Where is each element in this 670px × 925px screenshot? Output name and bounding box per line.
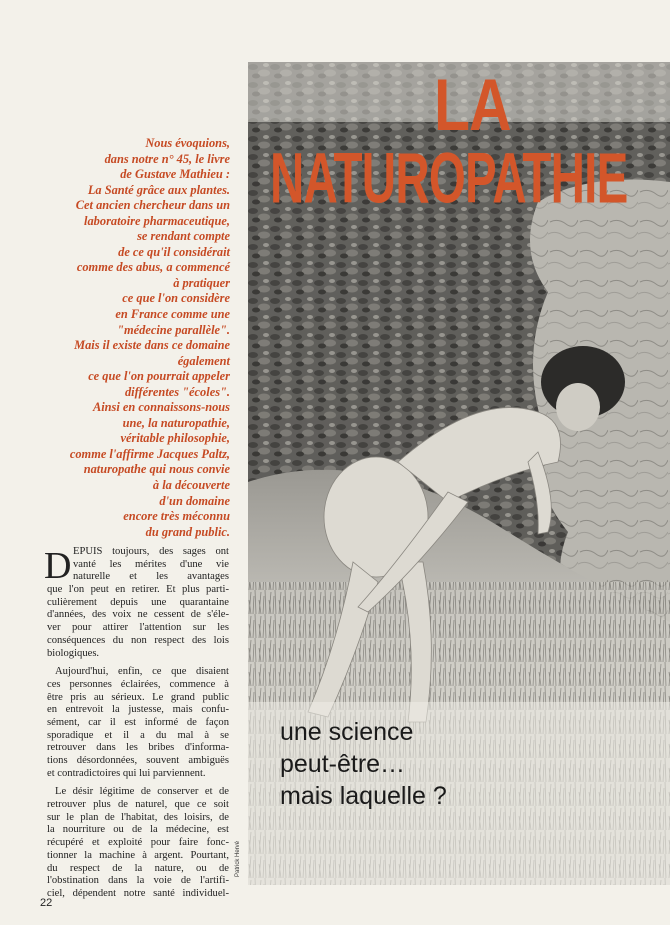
intro-line: comme des abus, a commencé bbox=[76, 260, 230, 275]
page-number: 22 bbox=[40, 897, 53, 909]
body-line: en entrevoit la justesse, mais confu- bbox=[47, 704, 229, 716]
drop-cap: D bbox=[44, 545, 72, 587]
body-line: culièrement depuis une quarantaine bbox=[47, 596, 229, 608]
intro-line: Ainsi en connaissons-nous bbox=[92, 400, 230, 415]
body-line: sément, car il est informé de façon bbox=[47, 716, 229, 728]
intro-line: en France comme une bbox=[115, 307, 230, 322]
intro-line: également bbox=[177, 353, 230, 368]
body-line: du respect de la nature, ou de bbox=[47, 862, 229, 874]
body-line: d'années, des voix ne cessent de s'éle- bbox=[47, 609, 229, 621]
photo-credit: Patrick Hervé bbox=[235, 840, 241, 877]
intro-line: une, la naturopathie, bbox=[122, 415, 230, 430]
headline-line-2: NATUROPATHIE bbox=[270, 139, 628, 219]
intro-line: du grand public. bbox=[145, 524, 230, 539]
intro-line: ce que l'on considère bbox=[122, 291, 230, 306]
intro-line: dans notre n° 45, le livre bbox=[104, 151, 230, 166]
headline-line-1: LA bbox=[434, 65, 511, 147]
intro-line: "médecine parallèle". bbox=[117, 322, 230, 337]
article-body bbox=[47, 546, 229, 901]
intro-line: différentes "écoles". bbox=[124, 384, 230, 399]
body-line: tionner la machine à argent. Pourtant, bbox=[47, 849, 229, 861]
body-line: la nourriture ou de la médecine, est bbox=[47, 824, 229, 836]
body-line: récupéré et exploité pour faire fonc- bbox=[47, 837, 229, 849]
intro-line: de Gustave Mathieu : bbox=[120, 167, 230, 182]
body-line: conséquences du non respect des lois bbox=[47, 634, 229, 646]
intro-line: naturopathe qui nous convie bbox=[83, 462, 230, 477]
subtitle-line: une science bbox=[280, 718, 414, 746]
intro-line: laboratoire pharmaceutique, bbox=[84, 213, 230, 228]
intro-line: ce que l'on pourrait appeler bbox=[88, 369, 230, 384]
body-line: l'obstination dans la voie de l'artifi- bbox=[47, 875, 229, 887]
body-line: que l'on peut en retirer. Et plus parti- bbox=[47, 584, 229, 596]
body-line: ver pour attirer l'attention sur les bbox=[47, 622, 229, 634]
body-line: naturelle et les avantages bbox=[73, 571, 229, 583]
subtitle bbox=[280, 716, 447, 812]
body-line: ces personnes éclairées, commence à bbox=[47, 678, 229, 690]
intro-line: encore très méconnu bbox=[123, 509, 230, 524]
body-line: et contradictoires qui lui parviennent. bbox=[47, 767, 206, 779]
body-line: vanté les mérites d'une vie bbox=[73, 558, 229, 570]
body-line: être pris au sérieux. Le grand public bbox=[47, 691, 229, 703]
intro-line: Nous évoquions, bbox=[145, 136, 230, 150]
intro-paragraph bbox=[22, 136, 230, 540]
intro-line: à la découverte bbox=[152, 478, 230, 493]
body-line: Le désir légitime de conserver et de bbox=[55, 786, 229, 798]
intro-line: comme l'affirme Jacques Paltz, bbox=[69, 446, 230, 461]
intro-line: Mais il existe dans ce domaine bbox=[74, 338, 230, 353]
intro-line: véritable philosophie, bbox=[120, 431, 230, 446]
subtitle-line: mais laquelle ? bbox=[280, 782, 447, 810]
body-line: retrouver dans les bribes d'informa- bbox=[47, 742, 229, 754]
body-line: retrouver plus de naturel, que ce soit bbox=[47, 799, 229, 811]
subtitle-line: peut-être… bbox=[280, 750, 406, 778]
body-line: tions désordonnées, souvent ambiguës bbox=[47, 755, 229, 766]
body-line: biologiques. bbox=[47, 647, 100, 659]
body-line: Aujourd'hui, enfin, ce que disaient bbox=[55, 666, 229, 678]
intro-line: Cet ancien chercheur dans un bbox=[75, 198, 230, 213]
body-line: sur le plan de l'habitat, des loisirs, de bbox=[47, 811, 229, 823]
body-line: sporadique et il a du mal à se bbox=[47, 729, 229, 741]
body-line: ciel, dépendent notre santé individuel- bbox=[47, 887, 229, 899]
body-line: EPUIS toujours, des sages ont bbox=[73, 546, 229, 557]
intro-line: d'un domaine bbox=[159, 493, 230, 508]
intro-line: de ce qu'il considérait bbox=[118, 244, 230, 259]
intro-line: à pratiquer bbox=[173, 275, 230, 290]
intro-line: La Santé grâce aux plantes. bbox=[87, 182, 230, 197]
intro-line: se rendant compte bbox=[137, 229, 230, 244]
